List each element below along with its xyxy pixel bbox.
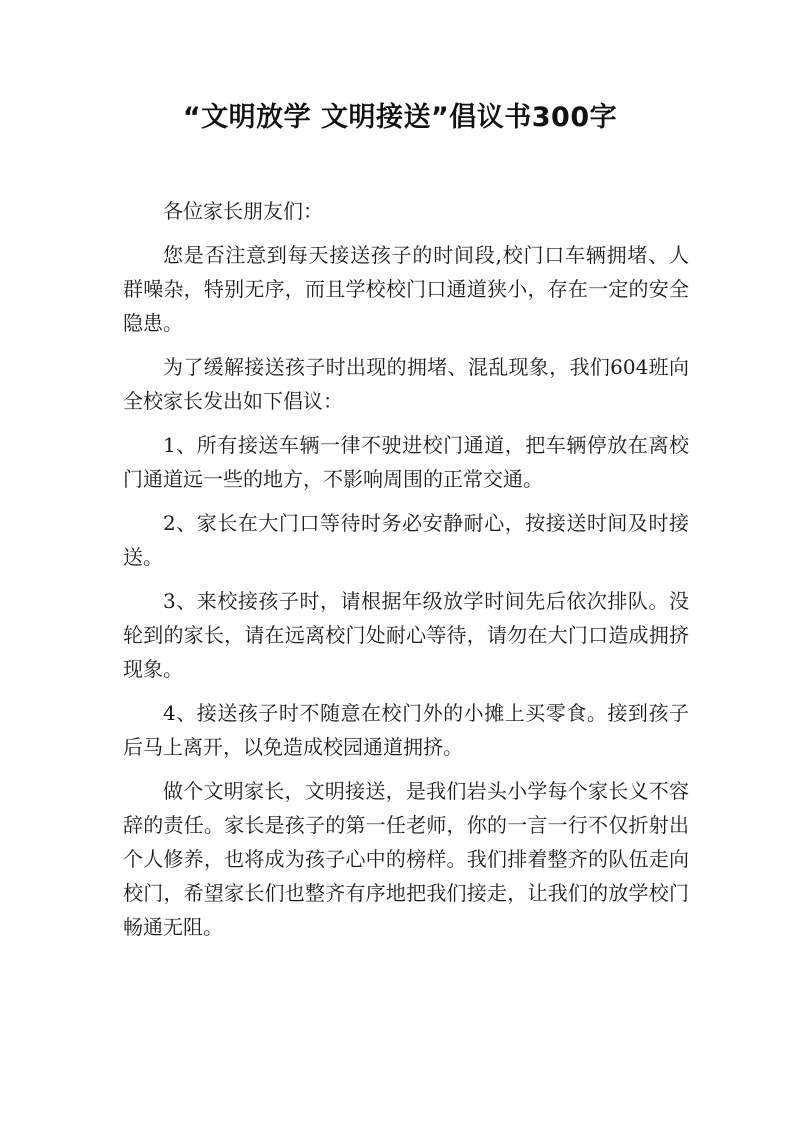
closing-paragraph: 做个文明家长，文明接送，是我们岩头小学每个家长义不容辞的责任。家长是孩子的第一任老师，你的一言一行不仅折射出个人修养，也将成为孩子心中的榜样。我们排着整齐的队伍走向校门，希望家长们也整齐有序地把我们接走，让我们的放学校门畅通无阻。 bbox=[123, 779, 689, 939]
proposal-intro-paragraph: 为了缓解接送孩子时出现的拥堵、混乱现象，我们604班向全校家长发出如下倡议： bbox=[123, 355, 689, 413]
proposal-item-3: 3、来校接孩子时，请根据年级放学时间先后依次排队。没轮到的家长，请在远离校门处耐心等待，请勿在大门口造成拥挤现象。 bbox=[123, 589, 689, 681]
proposal-item-2: 2、家长在大门口等待时务必安静耐心，按接送时间及时接送。 bbox=[123, 511, 689, 569]
salutation-paragraph: 各位家长朋友们： bbox=[163, 199, 323, 223]
intro-paragraph: 您是否注意到每天接送孩子的时间段,校门口车辆拥堵、人群噪杂，特别无序，而且学校校门口通道狭小，存在一定的安全隐患。 bbox=[123, 243, 689, 335]
proposal-item-1: 1、所有接送车辆一律不驶进校门通道，把车辆停放在离校门通道远一些的地方，不影响周围的正常交通。 bbox=[123, 433, 689, 491]
document-body bbox=[123, 194, 689, 954]
proposal-item-4: 4、接送孩子时不随意在校门外的小摊上买零食。接到孩子后马上离开，以免造成校园通道拥挤。 bbox=[123, 701, 689, 759]
document-title: “文明放学 文明接送”倡议书300字 bbox=[182, 102, 618, 133]
